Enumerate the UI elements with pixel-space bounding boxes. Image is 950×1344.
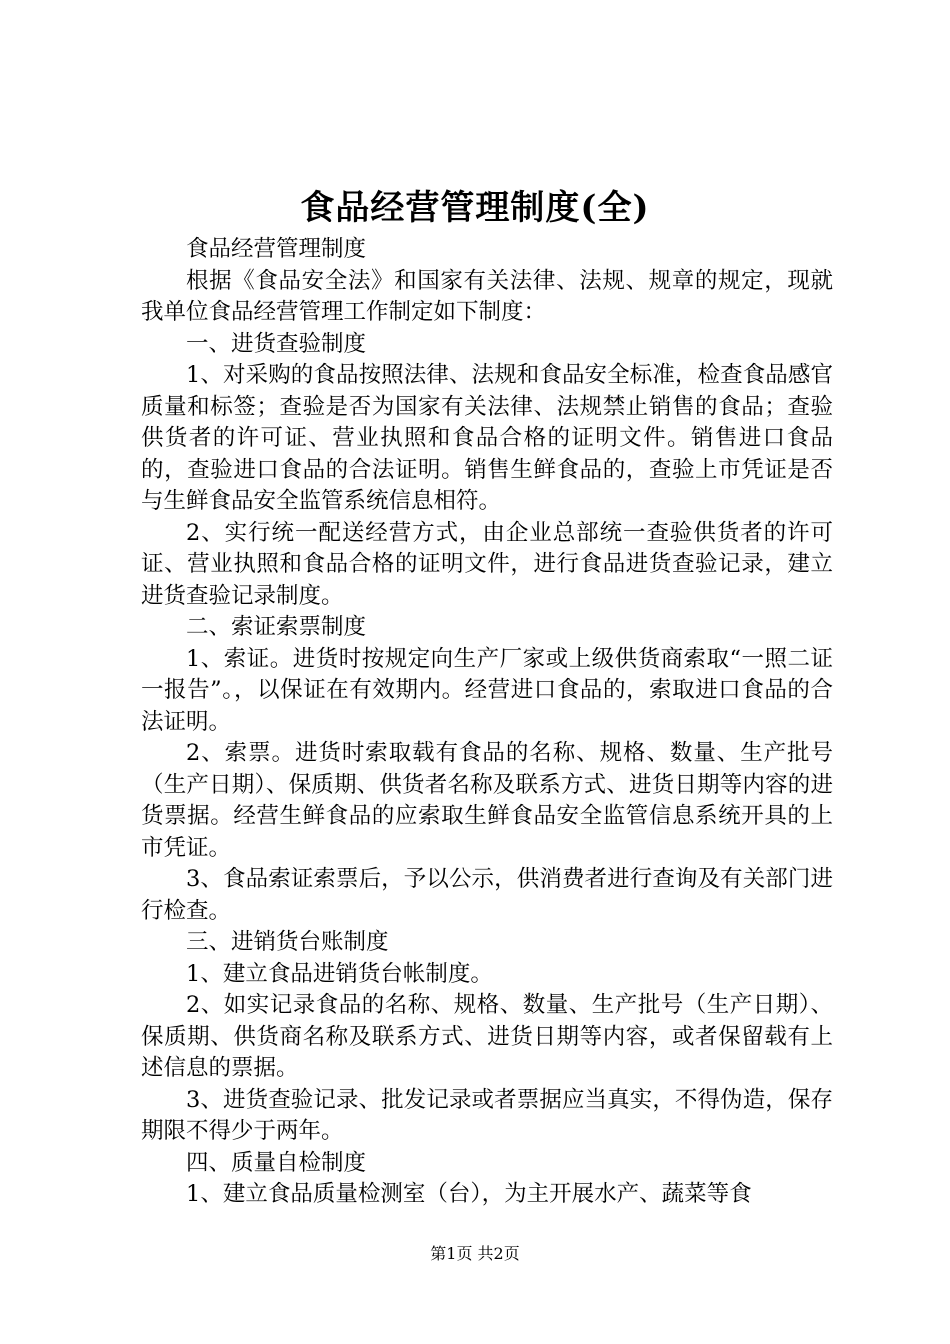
paragraph: 1、对采购的食品按照法律、法规和食品安全标准，检查食品感官质量和标签；查验是否为国家有关法律、法规禁止销售的食品；查验供货者的许可证、营业执照和食品合格的证明文件。销售进口食品的，查验进口食品的合法证明。销售生鲜食品的，查验上市凭证是否与生鲜食品安全监管系统信息相符。 — [141, 362, 833, 514]
document-body — [141, 234, 833, 1211]
paragraph: 食品经营管理制度 — [186, 236, 367, 262]
paragraph: 2、索票。进货时索取载有食品的名称、规格、数量、生产批号（生产日期）、保质期、供货者名称及联系方式、进货日期等内容的进货票据。经营生鲜食品的应索取生鲜食品安全监管信息系统开具的上市凭证。 — [141, 740, 833, 861]
paragraph: 2、如实记录食品的名称、规格、数量、生产批号（生产日期）、保质期、供货商名称及联系方式、进货日期等内容，或者保留载有上述信息的票据。 — [141, 992, 833, 1081]
paragraph: 1、索证。进货时按规定向生产厂家或上级供货商索取“一照二证一报告”。，以保证在有效期内。经营进口食品的，索取进口食品的合法证明。 — [141, 645, 833, 735]
paragraph: 根据《食品安全法》和国家有关法律、法规、规章的规定，现就我单位食品经营管理工作制定如下制度： — [141, 267, 833, 325]
section-heading: 一、进货查验制度 — [186, 330, 367, 357]
paragraph: 1、建立食品质量检测室（台），为主开展水产、蔬菜等食 — [186, 1181, 752, 1207]
section-heading: 三、进销货台账制度 — [186, 929, 389, 955]
paragraph: 3、进货查验记录、批发记录或者票据应当真实，不得伪造，保存期限不得少于两年。 — [141, 1086, 833, 1144]
paragraph: 3、食品索证索票后，予以公示，供消费者进行查询及有关部门进行检查。 — [141, 866, 833, 924]
paragraph: 1、建立食品进销货台帐制度。 — [186, 960, 493, 987]
paragraph: 2、实行统一配送经营方式，由企业总部统一查验供货者的许可证、营业执照和食品合格的证明文件，进行食品进货查验记录，建立进货查验记录制度。 — [141, 519, 833, 609]
section-heading: 二、索证索票制度 — [186, 614, 367, 640]
page-footer: 第1页 共2页 — [430, 1244, 520, 1263]
section-heading: 四、质量自检制度 — [186, 1149, 367, 1176]
document-title: 食品经营管理制度(全) — [300, 188, 650, 228]
